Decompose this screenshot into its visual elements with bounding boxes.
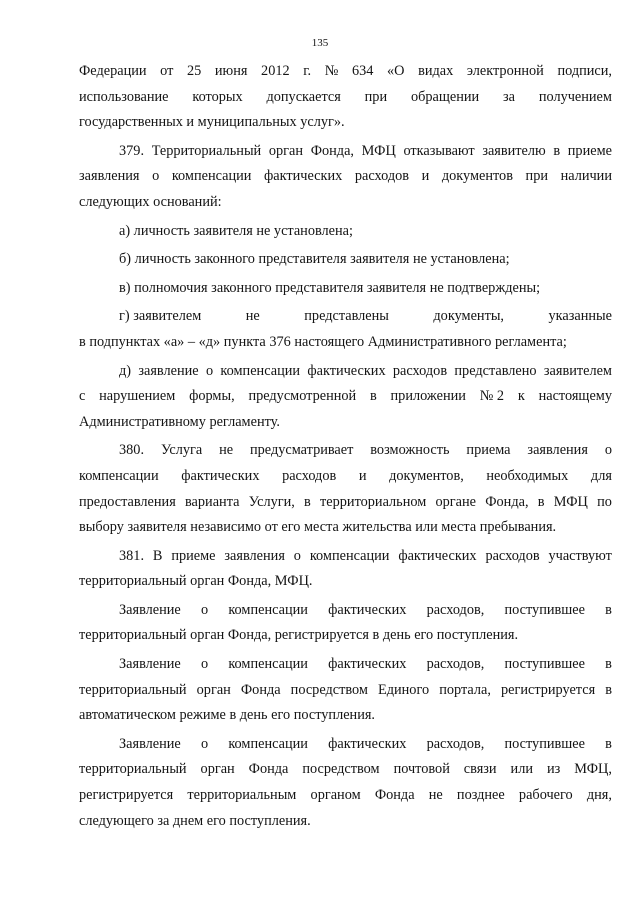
word: органе [435, 493, 477, 510]
word: заявления [79, 168, 140, 185]
word: в [605, 681, 612, 698]
word: заявителем [543, 362, 612, 379]
word: приема [466, 442, 511, 459]
word: компенсации [309, 547, 390, 564]
word: не [428, 787, 443, 804]
word: заявление [138, 362, 199, 379]
text-line: территориальный орган Фонда, регистрируется в день его поступления. [79, 627, 519, 644]
text-line: государственных и муниципальных услуг». [79, 114, 345, 131]
word: или [510, 761, 533, 778]
page-number: 135 [311, 37, 329, 49]
word: видах [418, 63, 454, 79]
word: необходимых [486, 467, 569, 484]
word: настоящему [538, 388, 612, 405]
word: в [369, 388, 377, 405]
word: посредством [290, 681, 368, 698]
word: о [200, 601, 209, 618]
word: фактических [181, 467, 260, 484]
word: за [503, 88, 515, 105]
word: Услуги, [248, 493, 295, 510]
word: Территориальный [151, 142, 262, 159]
word: в [537, 493, 545, 510]
word: компенсации [171, 168, 252, 185]
word: участвуют [548, 547, 612, 564]
word: в [605, 656, 612, 673]
word: орган [200, 761, 235, 778]
word: орган [268, 142, 304, 159]
word: дня, [586, 787, 612, 804]
word: Услуга [160, 442, 203, 459]
word: компенсации [220, 362, 301, 379]
paragraph-start [79, 598, 612, 624]
word: о [200, 735, 209, 752]
text-line: в подпунктах «а» – «д» пункта 376 настоящего Административного регламента; [79, 333, 567, 350]
word: фактических [307, 362, 386, 379]
word: Заявление [119, 735, 181, 752]
word: расходов [282, 467, 337, 484]
word: территориальным [187, 787, 297, 804]
text-line [79, 678, 612, 704]
word: расходов [354, 168, 410, 185]
word: позднее [456, 787, 505, 804]
word: поступившее [504, 601, 585, 618]
word: портала, [439, 681, 491, 698]
word: орган [196, 681, 231, 698]
word: Заявление [119, 656, 181, 673]
word: документы, [433, 308, 505, 325]
word: поступившее [504, 656, 585, 673]
word: предусматривает [250, 442, 354, 459]
word: заявления [224, 547, 285, 564]
word: компенсации [79, 467, 159, 484]
word: г) заявителем [119, 308, 202, 325]
word: фактических [328, 735, 407, 752]
word: подписи, [557, 63, 612, 79]
word: о [604, 442, 612, 459]
word: д) [119, 362, 132, 379]
paragraph-start [79, 732, 612, 758]
word: 381. [119, 547, 145, 564]
text-line [79, 783, 612, 809]
word: территориальный [79, 681, 187, 698]
text-line [79, 384, 612, 410]
list-item-v: в) полномочия законного представителя заявителя не подтверждены; [119, 279, 541, 296]
word: возможность [370, 442, 450, 459]
word: фактических [328, 601, 407, 618]
word: почтовой [393, 761, 450, 778]
word: связи [463, 761, 497, 778]
word: г. [303, 63, 312, 79]
word: Фонда [374, 787, 415, 804]
text-line [79, 490, 612, 516]
word: при [364, 88, 388, 105]
word: которых [192, 88, 243, 105]
word: Фонда, [310, 142, 354, 159]
word: территориальном [320, 493, 427, 510]
word: варианта [185, 493, 240, 510]
text-line [79, 757, 612, 783]
word: посредством [302, 761, 380, 778]
word: расходов, [426, 735, 485, 752]
word: 634 [351, 63, 374, 79]
word: Фонда, [485, 493, 529, 510]
word: компенсации [228, 656, 308, 673]
word: июня [214, 63, 248, 79]
word: приеме [567, 142, 612, 159]
word: о [200, 656, 209, 673]
word: для [590, 467, 612, 484]
text-line [79, 464, 612, 490]
word: в [605, 735, 612, 752]
word: предоставления [79, 493, 176, 510]
word: № [324, 63, 339, 79]
list-item-g [79, 304, 612, 330]
word: расходов [485, 547, 540, 564]
word: представлены [304, 308, 389, 325]
word: Федерации [79, 63, 147, 79]
text-line: автоматическом режиме в день его поступления. [79, 707, 376, 724]
word: электронной [466, 63, 544, 79]
word: к [517, 388, 525, 405]
word: рабочего [518, 787, 573, 804]
word: заявления [527, 442, 588, 459]
word: приеме [171, 547, 216, 564]
word: 2012 [261, 63, 290, 79]
word: 25 [186, 63, 202, 79]
word: использование [79, 88, 169, 105]
word: территориальный [79, 761, 187, 778]
text-line [79, 164, 612, 190]
word: МФЦ [361, 142, 396, 159]
word: допускается [266, 88, 341, 105]
word: и [421, 168, 430, 185]
word: заявителю [482, 142, 546, 159]
word: представлено [454, 362, 537, 379]
paragraph-379-start [79, 139, 612, 165]
text-line [79, 85, 612, 111]
word: фактических [264, 168, 343, 185]
list-item-d [79, 359, 612, 385]
word: расходов, [426, 656, 485, 673]
list-item-a: а) личность заявителя не установлена; [119, 222, 353, 239]
word: Фонда [248, 761, 289, 778]
word: указанные [548, 308, 612, 325]
word: В [152, 547, 163, 564]
word: фактических [328, 656, 407, 673]
word: регистрируется [500, 681, 596, 698]
word: не [219, 442, 234, 459]
word: предусмотренной [248, 388, 357, 405]
word: 379. [119, 142, 145, 159]
text-line: следующих оснований: [79, 193, 222, 210]
word: в [304, 493, 311, 510]
word: от [160, 63, 174, 79]
word: формы, [189, 388, 235, 405]
text-line: Административному регламенту. [79, 413, 280, 430]
word: и [358, 467, 367, 484]
word: о [152, 168, 160, 185]
word: МФЦ, [574, 761, 612, 778]
paragraph-381-start [79, 544, 612, 570]
text-line: выбору заявителя независимо от его места жительства или места пребывания. [79, 519, 557, 536]
word: Заявление [119, 601, 181, 618]
word: приложении [390, 388, 466, 405]
word: с [79, 388, 86, 405]
word: фактических [398, 547, 477, 564]
word: документов [441, 168, 513, 185]
text-line: следующего за днем его поступления. [79, 812, 311, 829]
paragraph-start [79, 652, 612, 678]
word: о [293, 547, 301, 564]
text-line [79, 59, 612, 85]
word: при [525, 168, 548, 185]
word: обращении [410, 88, 480, 105]
word: документов, [389, 467, 464, 484]
word: в [553, 142, 561, 159]
word: регистрируется [79, 787, 174, 804]
word: расходов [392, 362, 448, 379]
word: не [245, 308, 260, 325]
word: из [546, 761, 561, 778]
word: по [597, 493, 612, 510]
word: Единого [378, 681, 430, 698]
word: «О [387, 63, 405, 79]
document-body [79, 59, 612, 834]
word: МФЦ [553, 493, 588, 510]
word: о [205, 362, 214, 379]
word: компенсации [228, 735, 308, 752]
word: поступившее [504, 735, 585, 752]
word: Фонда [240, 681, 281, 698]
paragraph-380-start [79, 438, 612, 464]
word: № 2 [479, 388, 505, 405]
word: 380. [119, 442, 145, 459]
list-item-b: б) личность законного представителя заявителя не установлена; [119, 251, 510, 268]
text-line: территориальный орган Фонда, МФЦ. [79, 573, 313, 590]
word: компенсации [228, 601, 308, 618]
word: органом [310, 787, 361, 804]
word: отказывают [403, 142, 475, 159]
word: расходов, [426, 601, 485, 618]
word: наличии [560, 168, 612, 185]
word: получением [538, 88, 612, 105]
word: нарушением [99, 388, 176, 405]
word: в [605, 601, 612, 618]
